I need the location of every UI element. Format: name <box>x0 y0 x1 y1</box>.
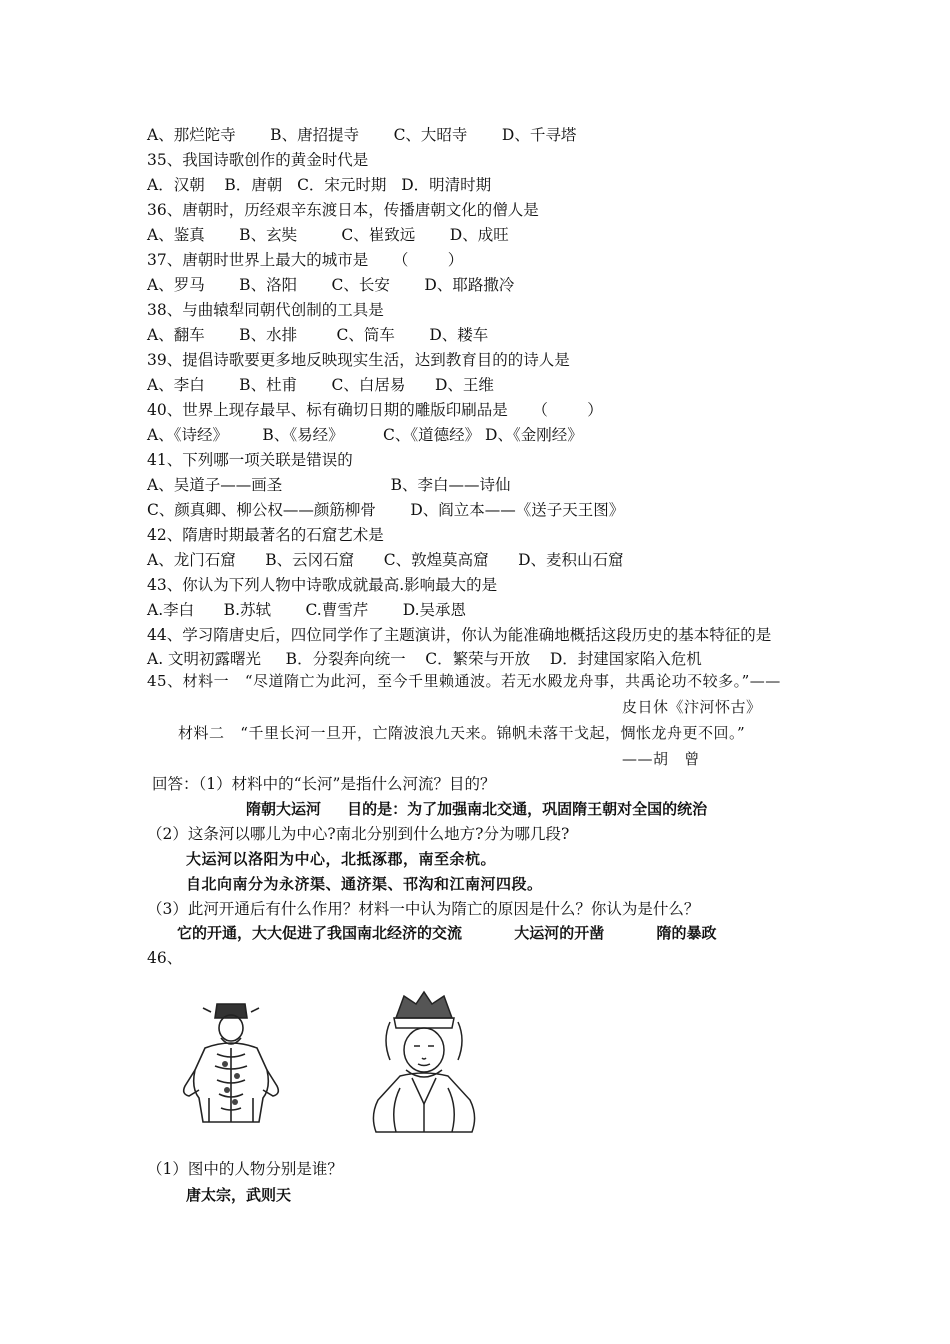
q46-label: 46、 <box>147 949 183 967</box>
q46-answer1: 唐太宗，武则天 <box>186 1186 292 1204</box>
question-line: A、翻车 B、水排 C、筒车 D、耧车 <box>147 326 489 344</box>
q45-question2: （2）这条河以哪儿为中心?南北分别到什么地方?分为哪几段? <box>147 825 570 843</box>
question-line: 44、学习隋唐史后，四位同学作了主题演讲，你认为能准确地概括这段历史的基本特征的是 <box>147 626 772 644</box>
q45-answer3: 它的开通，大大促进了我国南北经济的交流 大运河的开凿 隋的暴政 <box>177 924 717 942</box>
q45-material2: 材料二 “千里长河一旦开，亡隋波浪九天来。锦帆未落干戈起，惆怅龙舟更不回。” <box>178 724 746 742</box>
q45-question1: 回答：（1）材料中的“长河”是指什么河流？目的？ <box>152 775 496 793</box>
question-line: A. 文明初露曙光 B．分裂奔向统一 C．繁荣与开放 D．封建国家陷入危机 <box>147 650 702 668</box>
question-line: 37、唐朝时世界上最大的城市是 （ ） <box>147 251 464 269</box>
q46-question1: （1）图中的人物分别是谁？ <box>147 1160 343 1178</box>
question-line: 43、你认为下列人物中诗歌成就最高.影响最大的是 <box>147 576 498 594</box>
q45-answer2b: 自北向南分为永济渠、通济渠、邗沟和江南河四段。 <box>186 875 543 893</box>
question-line: 40、世界上现存最早、标有确切日期的雕版印刷品是 （ ） <box>147 401 603 419</box>
q45-question3: （3）此河开通后有什么作用？材料一中认为隋亡的原因是什么？你认为是什么？ <box>147 900 700 918</box>
question-line: A、龙门石窟 B、云冈石窟 C、敦煌莫高窟 D、麦积山石窟 <box>147 551 624 569</box>
q45-answer2a: 大运河以洛阳为中心，北抵涿郡，南至余杭。 <box>186 850 497 868</box>
question-line: A、《诗经》 B、《易经》 C、《道德经》 D、《金刚经》 <box>147 426 583 444</box>
question-line: C、颜真卿、柳公权——颜筋柳骨 D、阎立本——《送子天王图》 <box>147 501 625 519</box>
question-line: A、罗马 B、洛阳 C、长安 D、耶路撒冷 <box>147 276 515 294</box>
question-line: A．汉朝 B．唐朝 C．宋元时期 D．明清时期 <box>147 176 492 194</box>
question-line: 42、隋唐时期最著名的石窟艺术是 <box>147 526 384 544</box>
q45-source1: 皮日休《汴河怀古》 <box>622 698 762 716</box>
question-line: 38、与曲辕犁同朝代创制的工具是 <box>147 301 384 319</box>
question-line: 41、下列哪一项关联是错误的 <box>147 451 353 469</box>
question-line: A、吴道子——画圣 B、李白——诗仙 <box>147 476 511 494</box>
question-line: A、那烂陀寺 B、唐招提寺 C、大昭寺 D、千寻塔 <box>147 126 577 144</box>
question-line: 39、提倡诗歌要更多地反映现实生活，达到教育目的的诗人是 <box>147 351 570 369</box>
portrait-tang-taizong <box>175 998 287 1126</box>
question-line: A、李白 B、杜甫 C、白居易 D、王维 <box>147 376 494 394</box>
question-line: A.李白 B.苏轼 C.曹雪芹 D.吴承恩 <box>147 601 467 619</box>
q45-material1: 45、材料一 “尽道隋亡为此河，至今千里赖通波。若无水殿龙舟事，共禹论功不较多。”—— <box>147 672 781 690</box>
portrait-wu-zetian <box>360 988 488 1134</box>
q45-answer1: 隋朝大运河 目的是：为了加强南北交通，巩固隋王朝对全国的统治 <box>246 800 708 818</box>
question-line: 36、唐朝时，历经艰辛东渡日本，传播唐朝文化的僧人是 <box>147 201 539 219</box>
q45-source2: ——胡 曾 <box>622 750 700 768</box>
question-line: A、鉴真 B、玄奘 C、崔致远 D、成旺 <box>147 226 509 244</box>
question-line: 35、我国诗歌创作的黄金时代是 <box>147 151 369 169</box>
